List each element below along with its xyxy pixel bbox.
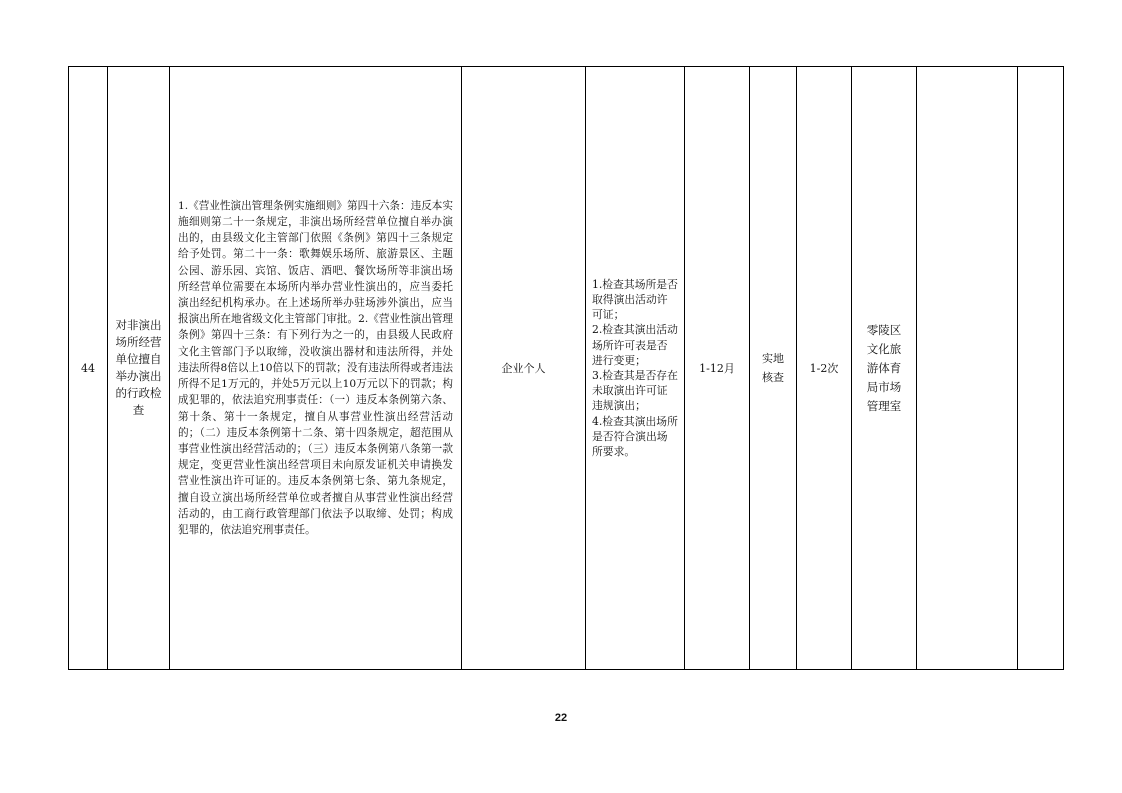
item-name: 对非演出场所经营单位擅自举办演出的行政检查: [108, 67, 170, 670]
extra-cell-1: [917, 67, 1018, 670]
inspection-method: 实地核查: [750, 67, 797, 670]
responsible-department: 零陵区文化旅游体育局市场管理室: [852, 67, 917, 670]
legal-basis-text: 1.《营业性演出管理条例实施细则》第四十六条：违反本实施细则第二十一条规定，非演出场所经营单位擅自举办演出的，由县级文化主管部门依照《条例》第四十三条规定给予处罚。第二十一条：歌舞娱乐场所、旅游景区、主题公园、游乐园、宾馆、饭店、酒吧、餐饮场所等非演出场所经营单位需要在本场所内举办营业性演出的，应当委托演出经纪机构承办。在上述场所举办驻场涉外演出，应当报演出所在地省级文化主管部门审批。2.《营业性演出管理条例》第四十三条：有下列行为之一的，由县级人民政府文化主管部门予以取缔，没收演出器材和违法所得，并处违法所得8倍以上10倍以下的罚款；没有违法所得或者违法所得不足1万元的，并处5万元以上10万元以下的罚款；构成犯罪的，依法追究刑事责任：（一）违反本条例第六条、第十条、第十一条规定，擅自从事营业性演出经营活动的；（二）违反本条例第十二条、第十四条规定，超范围从事营业性演出经营活动的；（三）违反本条例第八条第一款规定，变更营业性演出经营项目未向原发证机关申请换发营业性演出许可证的。违反本条例第七条、第九条规定，擅自设立演出场所经营单位或者擅自从事营业性演出经营活动的，由工商行政管理部门依法予以取缔、处罚；构成犯罪的，依法追究刑事责任。: [178, 199, 453, 536]
item-number: 44: [69, 67, 108, 670]
inspection-frequency: 1-2次: [797, 67, 852, 670]
inspection-time: 1-12月: [685, 67, 750, 670]
inspection-table: [68, 66, 1064, 670]
legal-basis: [170, 67, 462, 670]
inspection-content: [586, 67, 685, 670]
inspection-object: 企业个人: [462, 67, 586, 670]
extra-cell-2: [1018, 67, 1064, 670]
inspection-content-text: 1.检查其场所是否取得演出活动许可证； 2.检查其演出活动场所许可表是否进行变更； 3.检查其是否存在未取演出许可证违规演出； 4.检查其演出场所是否符合演出场所要求。: [592, 277, 678, 459]
page-number: 22: [554, 712, 568, 724]
table-row: [69, 67, 1064, 670]
